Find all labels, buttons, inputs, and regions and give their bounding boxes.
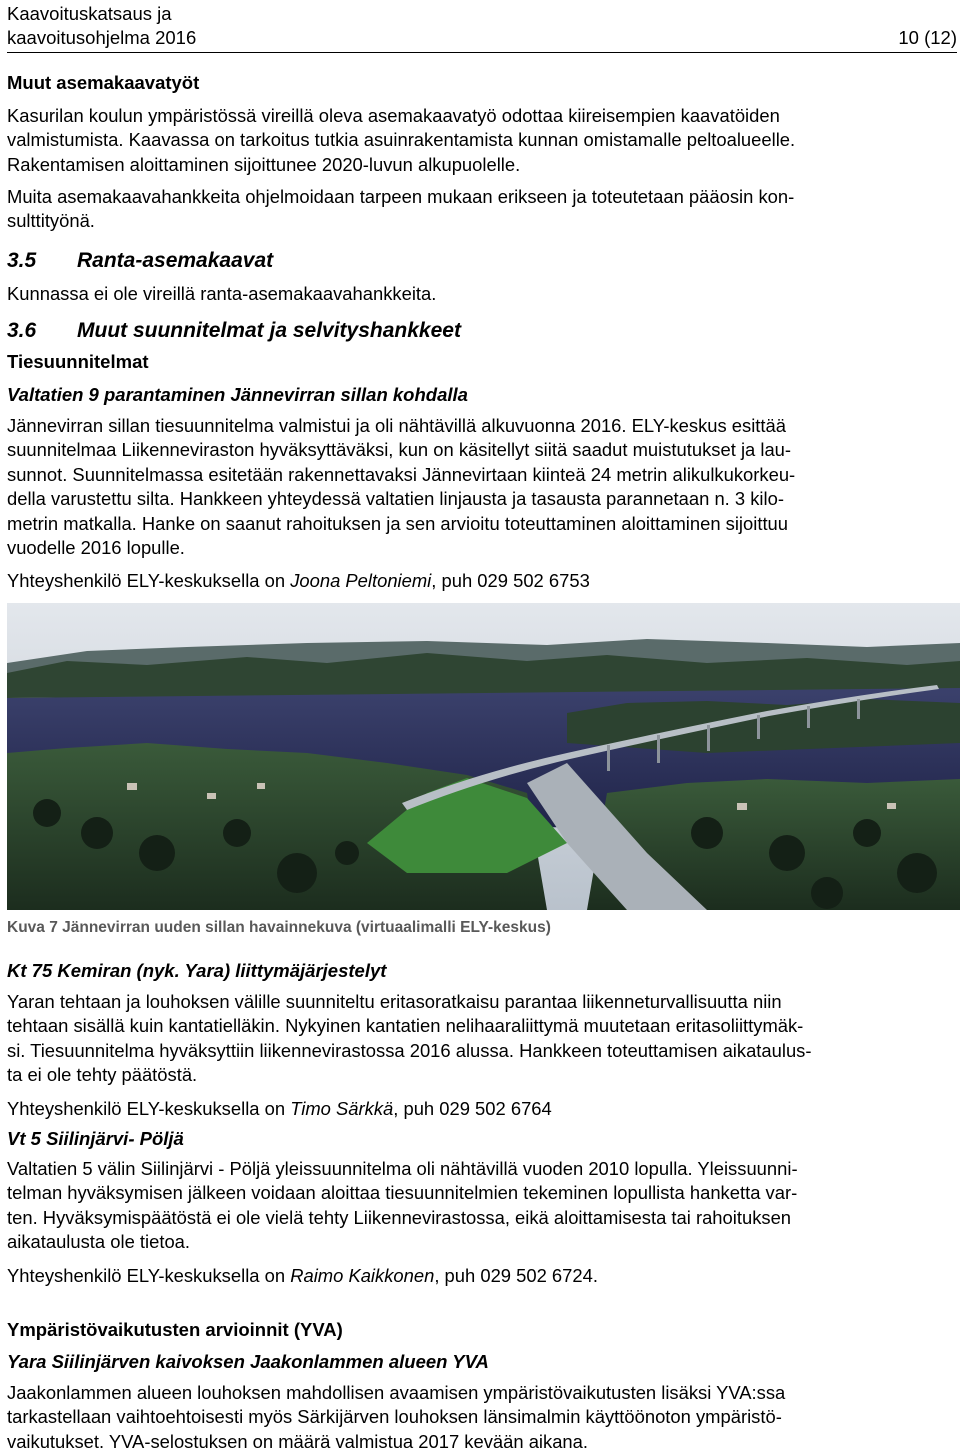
section-3-6-heading [7, 318, 957, 344]
text-line: Muita asemakaavahankkeita ohjelmoidaan tarpeen mukaan erikseen ja toteutetaan pääosin kon- [7, 186, 795, 207]
contact-phone: , puh 029 502 6764 [393, 1098, 552, 1119]
text-line: Rakentamisen aloittaminen sijoittunee 2020-luvun alkupuolelle. [7, 153, 521, 175]
doc-title-line2: kaavoitusohjelma 2016 [7, 27, 197, 48]
text-line: Jaakonlammen alueen louhoksen mahdollisen avaamisen ympäristövaikutusten lisäksi YVA:ssa [7, 1382, 786, 1403]
item-title: Yara Siilinjärven kaivoksen Jaakonlammen alueen YVA [7, 1351, 489, 1372]
section-number: 3.5 [7, 249, 37, 272]
text-line: Valtatien 5 välin Siilinjärvi - Pöljä yleissuunnitelma oli nähtävillä vuoden 2010 lopulla. Yleissuunni- [7, 1158, 798, 1179]
text-line: Kasurilan koulun ympäristössä vireillä oleva asemakaavatyö odottaa kiireisempien kaavatöiden [7, 105, 780, 126]
caption-text: Kuva 7 Jännevirran uuden sillan havainnekuva (virtuaalimalli ELY-keskus) [7, 919, 551, 936]
section-heading: Ympäristövaikutusten arvioinnit (YVA) [7, 1319, 343, 1340]
text-line: tehtaan sisällä kuin kantatielläkin. Nykyinen kantatien nelihaaraliittymä muutetaan eritasoliittymäk- [7, 1015, 804, 1037]
bridge-render [7, 603, 960, 910]
item-heading [7, 959, 957, 983]
figure-caption [7, 918, 957, 938]
section-number: 3.6 [7, 319, 37, 342]
paragraph [7, 282, 957, 306]
paragraph [7, 185, 957, 234]
text-line: si. Tiesuunnitelma hyväksyttiin liikennevirastossa 2016 alussa. Hankkeen toteuttamisen aikataulus- [7, 1039, 812, 1061]
text-line: della varustettu silta. Hankkeen yhteydessä valtatien linjausta ja tasausta parannetaan n. 3 kilo- [7, 488, 784, 510]
doc-title-line1: Kaavoituskatsaus ja [7, 3, 172, 24]
contact-phone: , puh 029 502 6753 [431, 570, 590, 591]
text-line: suunnitelmaa Liikenneviraston hyväksyttäväksi, kun on käsitellyt siitä saadut muistutukset ja lau- [7, 439, 792, 461]
section-yva [7, 1318, 957, 1342]
item-title: Vt 5 Siilinjärvi- Pöljä [7, 1128, 184, 1149]
text-line: ta ei ole tehty päätöstä. [7, 1064, 198, 1086]
text-line: metrin matkalla. Hanke on saanut rahoituksen ja sen arvioitu toteuttaminen aloittaminen sijoittuu [7, 512, 789, 534]
text-line: tarkastellaan vaihtoehtoisesti myös Särkijärven louhoksen länsimalmin käyttöönoton ympäristö- [7, 1406, 782, 1428]
contact-prefix: Yhteyshenkilö ELY-keskuksella on [7, 570, 291, 591]
text-line: Kunnassa ei ole vireillä ranta-asemakaavahankkeita. [7, 283, 437, 304]
paragraph [7, 990, 957, 1088]
section-3-5-heading [7, 248, 957, 274]
text-line: vuodelle 2016 lopulle. [7, 537, 185, 559]
page-number: 10 (12) [898, 27, 957, 48]
paragraph [7, 104, 957, 177]
text-line: sunnot. Suunnitelmassa esitetään rakennettavaksi Jännevirtaan kiinteä 24 metrin alikulkukorkeu- [7, 463, 796, 485]
text-line: vaikutukset. YVA-selostuksen on määrä valmistua 2017 kevään aikana. [7, 1430, 588, 1452]
contact-prefix: Yhteyshenkilö ELY-keskuksella on [7, 1098, 291, 1119]
text-line: aikataulusta ole tietoa. [7, 1231, 191, 1253]
bridge-visualization-image [7, 603, 960, 910]
item-heading [7, 1127, 957, 1151]
text-line: Jännevirran sillan tiesuunnitelma valmistui ja oli nähtävillä alkuvuonna 2016. ELY-keskus esittää [7, 415, 786, 436]
text-line: ten. Hyväksymispäätöstä ei ole vielä tehty Liikennevirastossa, eikä aloittamisesta tai rahoituksen [7, 1206, 792, 1228]
text-line: telman hyväksymisen jälkeen voidaan aloittaa tiesuunnitelmien tekeminen lopullista hanketta var- [7, 1182, 798, 1204]
text-line: valmistumista. Kaavassa on tarkoitus tutkia asuinrakentamista kunnan omistamalle peltoalueelle. [7, 129, 796, 151]
section-title: Muut suunnitelmat ja selvityshankkeet [77, 319, 461, 342]
paragraph [7, 1381, 957, 1454]
contact-line [7, 1097, 957, 1121]
contact-phone: , puh 029 502 6724. [434, 1265, 598, 1286]
contact-line [7, 569, 957, 593]
paragraph [7, 414, 957, 560]
contact-name: Timo Särkkä [290, 1098, 394, 1119]
contact-line [7, 1264, 957, 1288]
sub-heading-tiesuunnitelmat [7, 350, 957, 374]
paragraph [7, 1157, 957, 1255]
page-header [7, 2, 957, 53]
section-muut-asemakaavatyot [7, 71, 957, 95]
item-title: Kt 75 Kemiran (nyk. Yara) liittymäjärjestelyt [7, 960, 387, 981]
contact-prefix: Yhteyshenkilö ELY-keskuksella on [7, 1265, 291, 1286]
item-heading [7, 383, 957, 407]
text-line: sulttityönä. [7, 210, 95, 232]
contact-name: Raimo Kaikkonen [290, 1265, 435, 1286]
contact-name: Joona Peltoniemi [290, 570, 432, 591]
item-title: Valtatien 9 parantaminen Jännevirran sillan kohdalla [7, 384, 468, 405]
text-line: Yaran tehtaan ja louhoksen välille suunniteltu eritasoratkaisu parantaa liikenneturvallisuutta niin [7, 991, 782, 1012]
item-heading [7, 1350, 957, 1374]
sub-heading: Tiesuunnitelmat [7, 351, 149, 372]
section-heading: Muut asemakaavatyöt [7, 72, 200, 93]
section-title: Ranta-asemakaavat [77, 249, 274, 272]
